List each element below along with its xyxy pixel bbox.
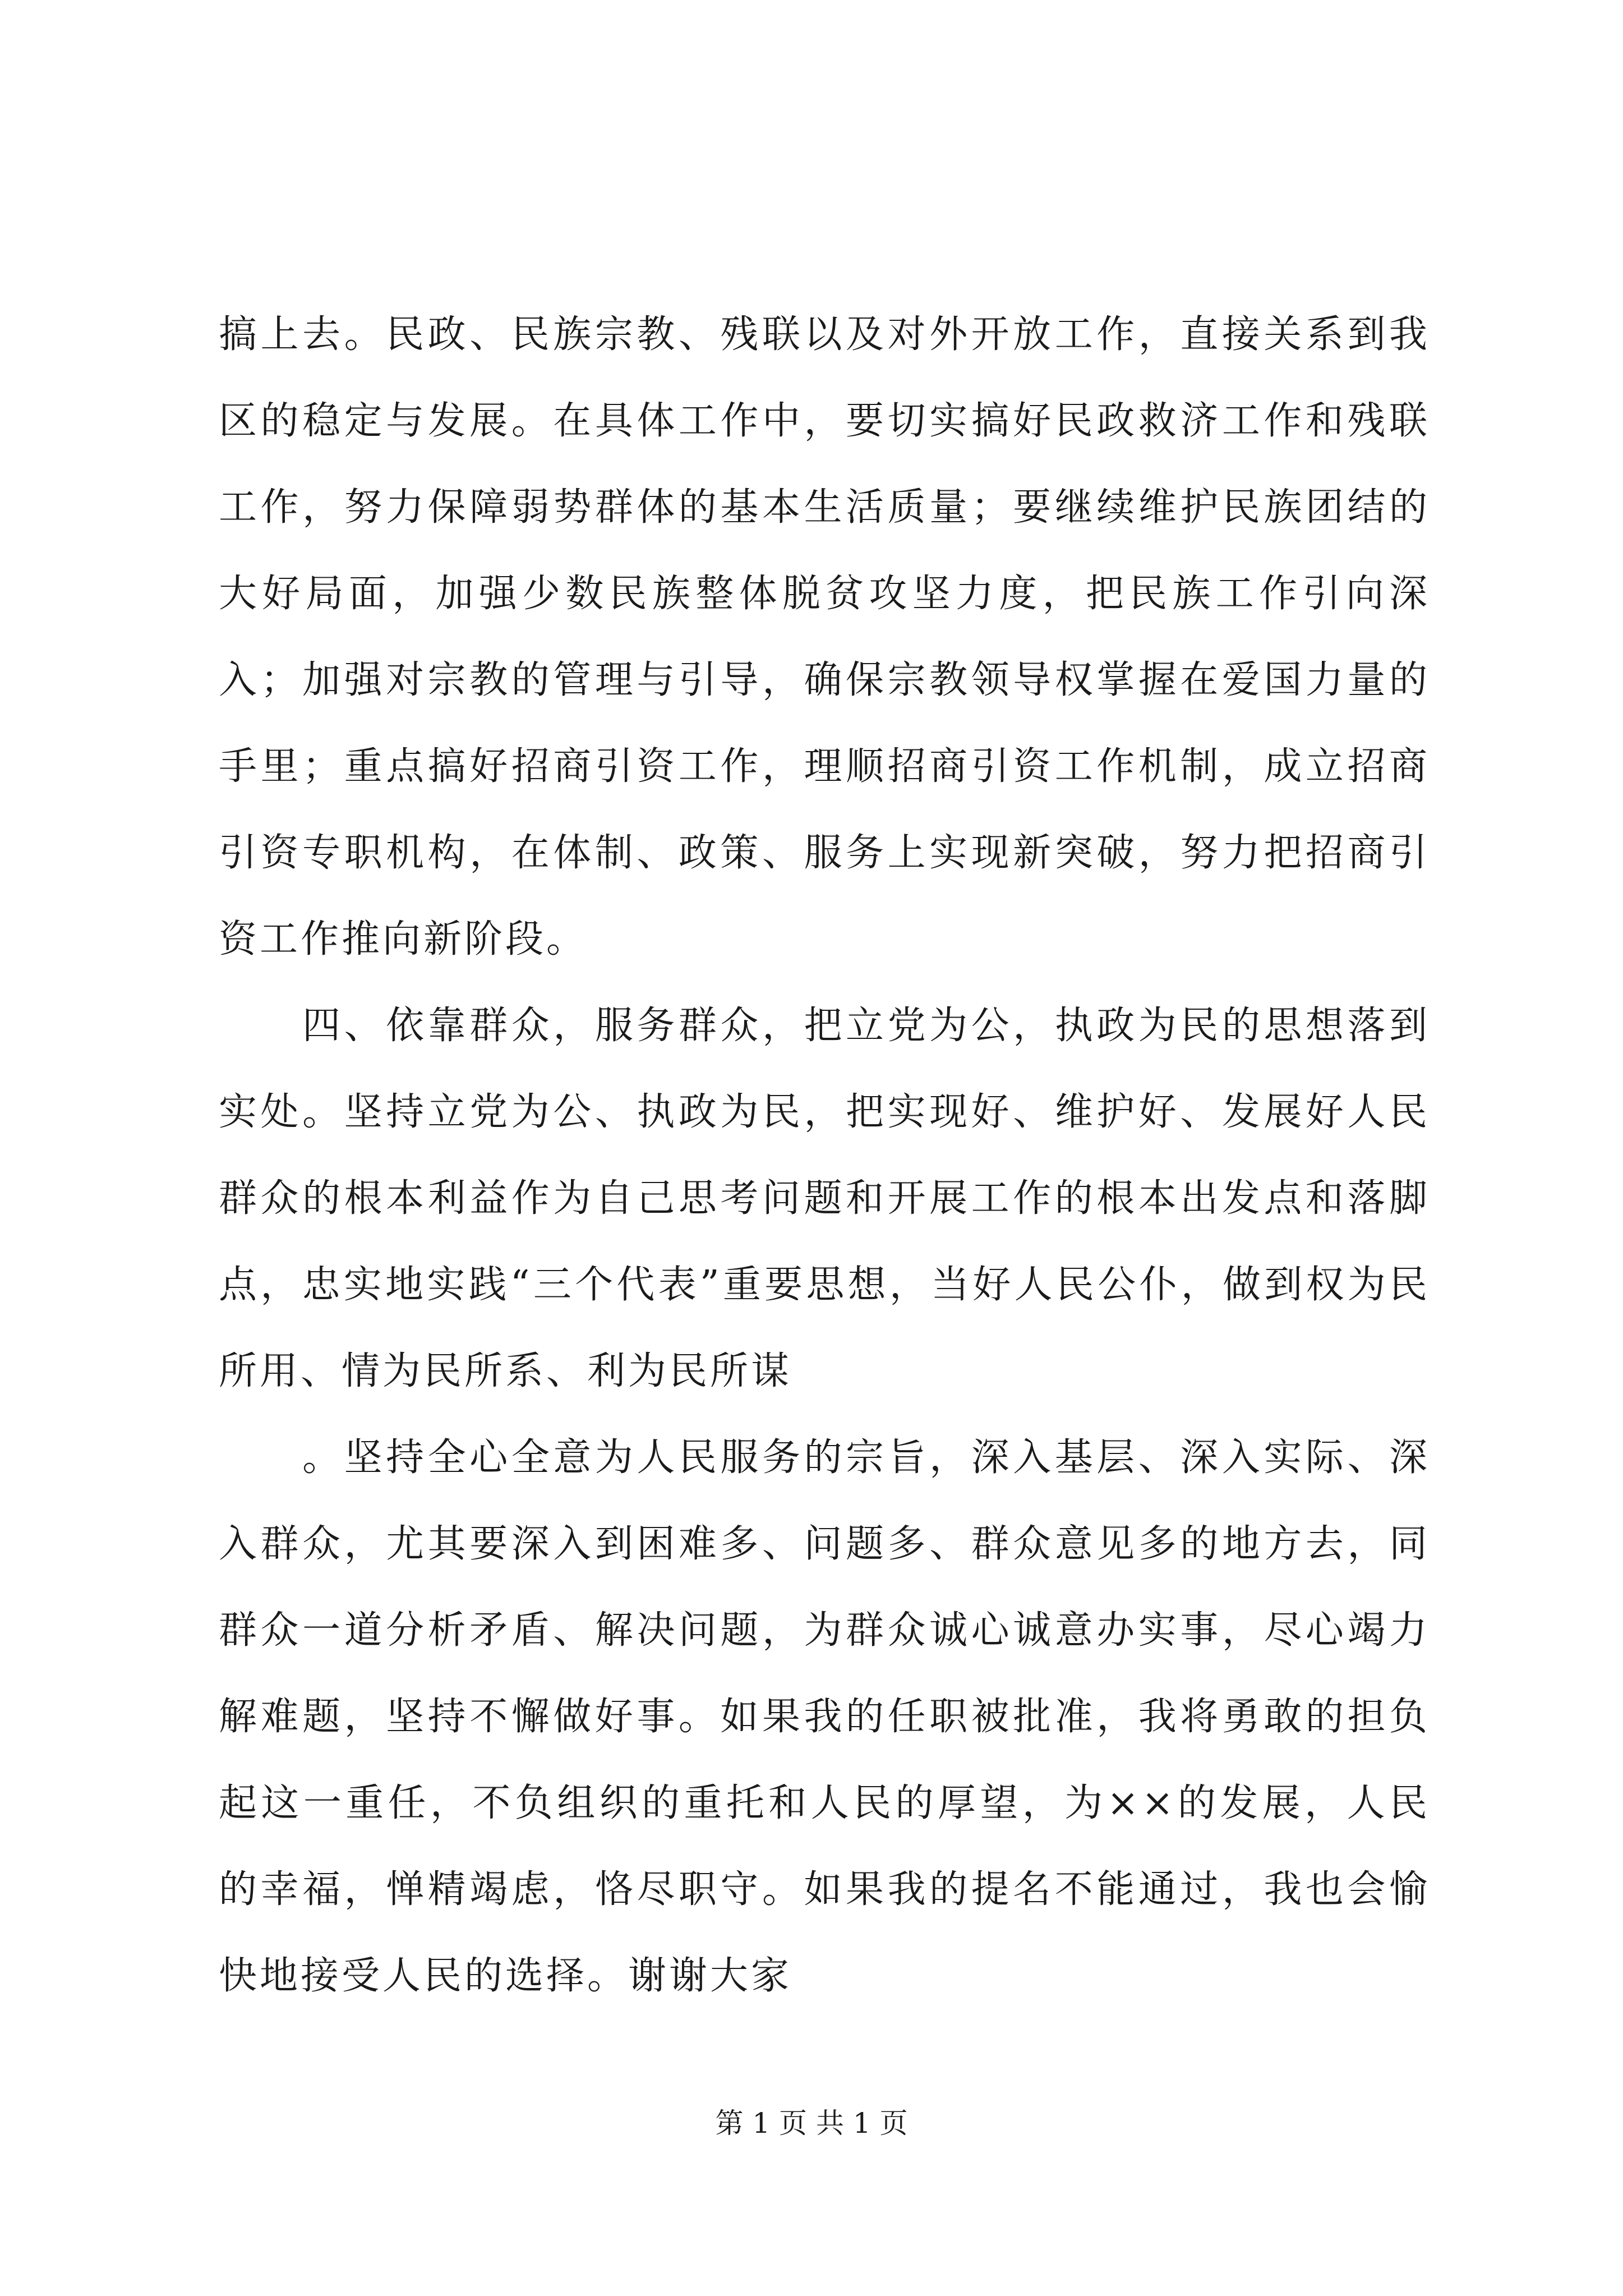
document-body xyxy=(219,292,1430,2019)
paragraph-2: 四、依靠群众，服务群众，把立党为公，执政为民的思想落到实处。坚持立党为公、执政为民，把实现好、维护好、发展好人民群众的根本利益作为自己思考问题和开展工作的根本出发点和落脚点，忠实地实践“三个代表”重要思想，当好人民公仆，做到权为民所用、情为民所系、利为民所谋 xyxy=(219,1004,1430,1393)
page-number-footer: 第 1 页 共 1 页 xyxy=(715,2107,908,2139)
paragraph-1: 搞上去。民政、民族宗教、残联以及对外开放工作，直接关系到我区的稳定与发展。在具体工作中，要切实搞好民政救济工作和残联工作，努力保障弱势群体的基本生活质量；要继续维护民族团结的大好局面，加强少数民族整体脱贫攻坚力度，把民族工作引向深入；加强对宗教的管理与引导，确保宗教领导权掌握在爱国力量的手里；重点搞好招商引资工作，理顺招商引资工作机制，成立招商引资专职机构，在体制、政策、服务上实现新突破，努力把招商引资工作推向新阶段。 xyxy=(219,312,1430,961)
paragraph-3: 。坚持全心全意为人民服务的宗旨，深入基层、深入实际、深入群众，尤其要深入到困难多、问题多、群众意见多的地方去，同群众一道分析矛盾、解决问题，为群众诚心诚意办实事，尽心竭力解难题，坚持不懈做好事。如果我的任职被批准，我将勇敢的担负起这一重任，不负组织的重托和人民的厚望，为××的发展，人民的幸福，惮精竭虑，恪尽职守。如果我的提名不能通过，我也会愉快地接受人民的选择。谢谢大家 xyxy=(219,1435,1430,1998)
